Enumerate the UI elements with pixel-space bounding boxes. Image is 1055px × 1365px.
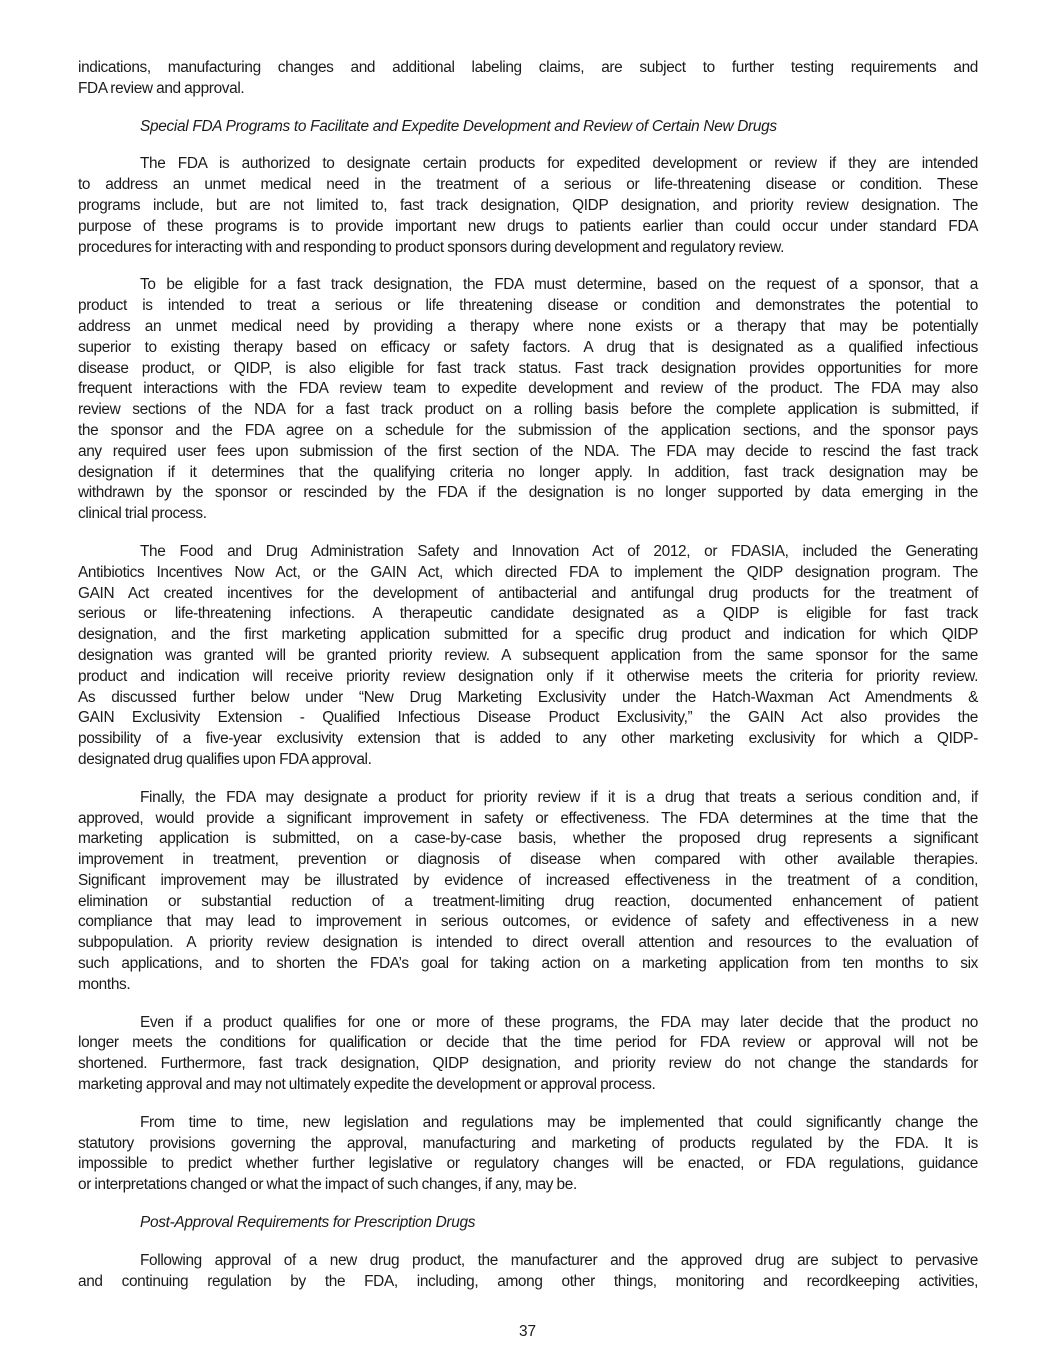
paragraph-fdasia-gain-act <box>78 542 978 771</box>
text-line: The FDA is authorized to designate certain products for expedited development or review if they are intended <box>140 155 978 173</box>
text-line: marketing application is submitted, on a case-by-case basis, whether the proposed drug represents a significant <box>78 830 978 848</box>
text-line: withdrawn by the sponsor or rescinded by the FDA if the designation is no longer supported by data emerging in the <box>78 484 978 502</box>
paragraph-expedited-programs <box>78 154 978 258</box>
text-line: designated drug qualifies upon FDA approval. <box>78 750 372 768</box>
text-line: approved, would provide a significant improvement in safety or effectiveness. The FDA determines at the time that the <box>78 809 978 827</box>
text-line: designation if it determines that the qualifying criteria no longer apply. In addition, fast track designation may be <box>78 463 978 481</box>
text-line: possibility of a five-year exclusivity extension that is added to any other marketing exclusivity for which a QIDP- <box>78 730 978 748</box>
text-line: Antibiotics Incentives Now Act, or the GAIN Act, which directed FDA to implement the QIDP designation program. The <box>78 563 978 581</box>
text-line: serious or life-threatening infections. A therapeutic candidate designated as a QIDP is eligible for fast track <box>78 605 978 623</box>
text-line: As discussed further below under “New Drug Marketing Exclusivity under the Hatch-Waxman Act Amendments & <box>78 688 978 706</box>
text-line: Following approval of a new drug product, the manufacturer and the approved drug are subject to pervasive <box>140 1251 978 1269</box>
paragraph-continued-labeling <box>78 58 978 100</box>
text-line: purpose of these programs is to provide important new drugs to patients earlier than could occur under standard FDA <box>78 217 978 235</box>
text-line: compliance that may lead to improvement in serious outcomes, or evidence of safety and effectiveness in a new <box>78 913 978 931</box>
paragraph-post-approval <box>78 1251 978 1293</box>
text-line: product is intended to treat a serious or life threatening disease or condition and demonstrates the potential to <box>78 297 978 315</box>
text-line: product and indication will receive priority review designation only if it otherwise meets the criteria for priority review. <box>78 667 978 685</box>
text-line: GAIN Act created incentives for the development of antibacterial and antifungal drug products for the treatment of <box>78 584 978 602</box>
text-line: FDA review and approval. <box>78 79 245 97</box>
text-line: elimination or substantial reduction of a treatment-limiting drug reaction, documented enhancement of patient <box>78 892 978 910</box>
text-line: months. <box>78 975 131 993</box>
text-line: Significant improvement may be illustrated by evidence of increased effectiveness in the treatment of a condition, <box>78 871 978 889</box>
text-line: To be eligible for a fast track designation, the FDA must determine, based on the request of a sponsor, that a <box>140 276 978 294</box>
text-line: programs include, but are not limited to, fast track designation, QIDP designation, and priority review designation. The <box>78 196 978 214</box>
section-heading-special-fda-programs: Special FDA Programs to Facilitate and Expedite Development and Review of Certain New Drugs <box>140 117 777 135</box>
text-line: subpopulation. A priority review designation is intended to direct overall attention and resources to the evaluation of <box>78 934 978 952</box>
text-line: and continuing regulation by the FDA, including, among other things, monitoring and recordkeeping activities, <box>78 1272 978 1290</box>
text-line: statutory provisions governing the approval, manufacturing and marketing of products regulated by the FDA. It is <box>78 1134 978 1152</box>
page-number: 37 <box>518 1323 537 1340</box>
text-line: Even if a product qualifies for one or more of these programs, the FDA may later decide that the product no <box>140 1013 978 1031</box>
paragraph-program-limitations <box>78 1013 978 1096</box>
text-line: review sections of the NDA for a fast track product on a rolling basis before the complete application is submitted, if <box>78 401 978 419</box>
text-line: any required user fees upon submission of the first section of the NDA. The FDA may decide to rescind the fast track <box>78 442 978 460</box>
text-line: impossible to predict whether further legislative or regulatory changes will be enacted, or FDA regulations, guidance <box>78 1155 978 1173</box>
text-line: GAIN Exclusivity Extension - Qualified Infectious Disease Product Exclusivity,” the GAIN Act also provides the <box>78 709 978 727</box>
text-line: The Food and Drug Administration Safety and Innovation Act of 2012, or FDASIA, included the Generating <box>140 542 978 560</box>
text-line: such applications, and to shorten the FDA’s goal for taking action on a marketing application from ten months to six <box>78 955 978 973</box>
text-line: the sponsor and the FDA agree on a schedule for the submission of the application sections, and the sponsor pays <box>78 421 978 439</box>
paragraph-fast-track <box>78 275 978 525</box>
text-line: disease product, or QIDP, is also eligible for fast track status. Fast track designation provides opportunities for more <box>78 359 978 377</box>
text-line: address an unmet medical need by providing a therapy where none exists or a therapy that may be potentially <box>78 317 978 335</box>
paragraph-priority-review <box>78 788 978 996</box>
text-line: or interpretations changed or what the impact of such changes, if any, may be. <box>78 1176 577 1194</box>
text-line: Finally, the FDA may designate a product for priority review if it is a drug that treats a serious condition and, if <box>140 788 978 806</box>
text-line: improvement in treatment, prevention or diagnosis of disease when compared with other available therapies. <box>78 851 978 869</box>
text-line: designation, and the first marketing application submitted for a specific drug product and indication for which QIDP <box>78 626 978 644</box>
text-line: indications, manufacturing changes and additional labeling claims, are subject to further testing requirements and <box>78 59 978 76</box>
paragraph-new-legislation <box>78 1113 978 1196</box>
text-line: frequent interactions with the FDA review team to expedite development and review of the product. The FDA may also <box>78 380 978 398</box>
text-line: designation was granted will be granted priority review. A subsequent application from the same sponsor for the same <box>78 646 978 664</box>
text-line: longer meets the conditions for qualification or decide that the time period for FDA review or approval will not be <box>78 1034 978 1052</box>
text-line: procedures for interacting with and responding to product sponsors during development and regulatory review. <box>78 238 785 256</box>
text-line: shortened. Furthermore, fast track designation, QIDP designation, and priority review do not change the standards for <box>78 1055 978 1073</box>
section-heading-post-approval: Post-Approval Requirements for Prescription Drugs <box>140 1214 476 1232</box>
text-line: to address an unmet medical need in the treatment of a serious or life-threatening disease or condition. These <box>78 176 978 194</box>
document-page <box>78 58 978 1309</box>
text-line: marketing approval and may not ultimately expedite the development or approval process. <box>78 1076 656 1094</box>
text-line: clinical trial process. <box>78 505 207 523</box>
text-line: superior to existing therapy based on efficacy or safety factors. A drug that is designated as a qualified infectious <box>78 338 978 356</box>
text-line: From time to time, new legislation and regulations may be implemented that could significantly change the <box>140 1113 978 1131</box>
